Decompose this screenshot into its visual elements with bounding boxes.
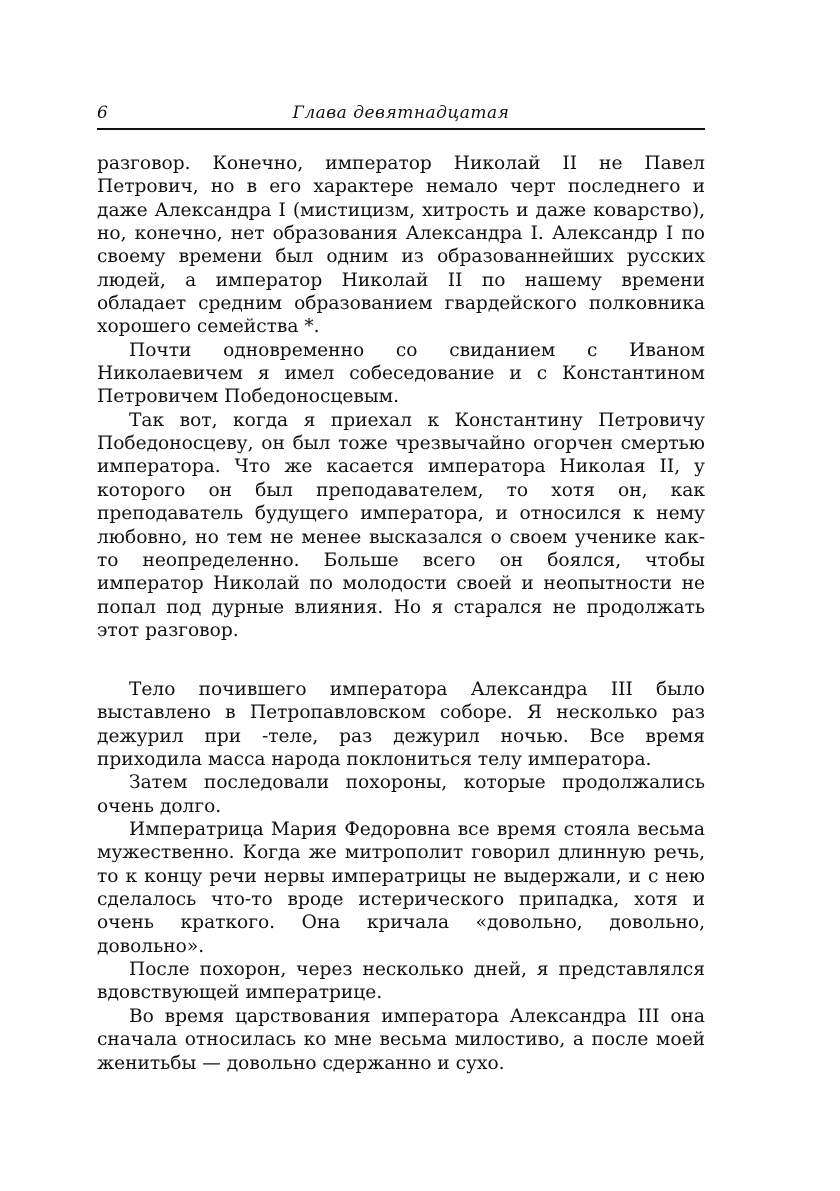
text-section-2 bbox=[97, 678, 705, 1075]
header-rule bbox=[97, 128, 705, 130]
paragraph: Во время царствования императора Александра III она сначала относилась ко мне весьма милостиво, а после моей женитьбы — довольно сдержанно и сухо. bbox=[97, 1005, 705, 1074]
paragraph: Тело почившего императора Александра III было выставлено в Петропавловском соборе. Я несколько раз дежурил при -теле, раз дежурил ночью. Все время приходила масса народа поклониться телу императора. bbox=[97, 679, 705, 771]
paragraph: Затем последовали похороны, которые продолжались очень долго. bbox=[97, 772, 705, 817]
page-number: 6 bbox=[97, 103, 108, 123]
text-section-1 bbox=[97, 152, 705, 642]
paragraph: Императрица Мария Федоровна все время стояла весьма мужественно. Когда же митрополит говорил длинную речь, то к концу речи нервы императрицы не выдержали, и с нею сделалось что-то вроде истерического припадка, хотя и очень краткого. Она кричала «довольно, довольно, довольно». bbox=[97, 819, 705, 957]
running-title: Глава девятнадцатая bbox=[292, 103, 510, 123]
paragraph: Так вот, когда я приехал к Константину Петровичу Победоносцеву, он был тоже чрезвычайно огорчен смертью императора. Что же касается императора Николая II, у которого он был преподавателем, то хотя он, как преподаватель будущего императора, и относился к нему любовно, но тем не менее высказался о своем ученике как-то неопределенно. Больше всего он боялся, чтобы император Николай по молодости своей и неопытности не попал под дурные влияния. Но я старался не продолжать этот разговор. bbox=[97, 409, 705, 641]
paragraph: Почти одновременно со свиданием с Иваном Николаевичем я имел собеседование и с Константином Петровичем Победоносцевым. bbox=[97, 339, 705, 408]
paragraph: После похорон, через несколько дней, я представлялся вдовствующей императрице. bbox=[97, 959, 705, 1004]
paragraph: разговор. Конечно, император Николай II не Павел Петрович, но в его характере немало черт последнего и даже Александра I (мистицизм, хитрость и даже коварство), но, конечно, нет образования Александра I. Александр I по своему времени был одним из образованнейших русских людей, а император Николай II по нашему времени обладает средним образованием гвардейского полковника хорошего семейства *. bbox=[97, 153, 705, 338]
page-header bbox=[97, 103, 705, 127]
